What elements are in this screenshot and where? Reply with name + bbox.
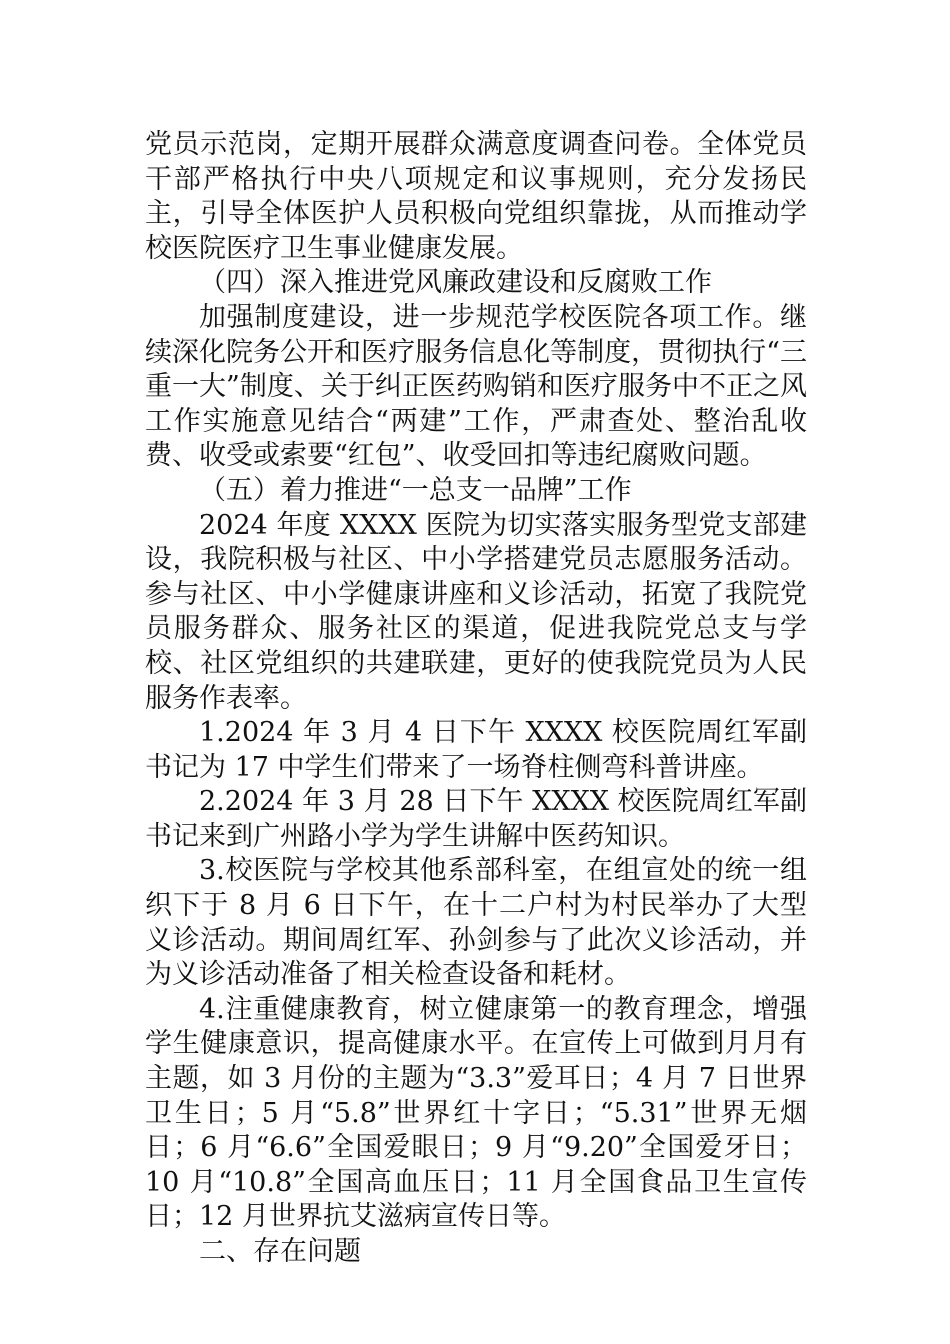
document-body <box>145 128 807 1270</box>
section-heading-four: （四）深入推进党风廉政建设和反腐败工作 <box>199 267 712 299</box>
paragraph-system-building: 加强制度建设，进一步规范学校医院各项工作。继续深化院务公开和医疗服务信息化等制度，贯彻执行“三重一大”制度、关于纠正医药购销和医疗服务中不正之风工作实施意见结合“两建”工作，严肃查处、整治乱收费、收受或索要“红包”、收受回扣等违纪腐败问题。 <box>145 301 807 472</box>
list-item-4: 4.注重健康教育，树立健康第一的教育理念，增强学生健康意识，提高健康水平。在宣传上可做到月月有主题，如 3 月份的主题为“3.3”爱耳日；4 月 7 日世界卫生日；5 月“5.8”世界红十字日；“5.31”世界无烟日；6 月“6.6”全国爱眼日；9 月“9.20”全国爱牙日；10 月“10.8”全国高血压日；11 月全国食品卫生宣传日；12 月世界抗艾滋病宣传日等。 <box>145 993 807 1233</box>
section-heading-problems: 二、存在问题 <box>199 1236 361 1267</box>
list-item-1: 1.2024 年 3 月 4 日下午 XXXX 校医院周红军副书记为 17 中学生们带来了一场脊柱侧弯科普讲座。 <box>145 717 807 783</box>
section-heading-five: （五）着力推进“一总支一品牌”工作 <box>199 474 632 506</box>
list-item-2: 2.2024 年 3 月 28 日下午 XXXX 校医院周红军副书记来到广州路小学为学生讲解中医药知识。 <box>145 786 807 852</box>
paragraph-volunteer-service: 2024 年度 XXXX 医院为切实落实服务型党支部建设，我院积极与社区、中小学搭建党员志愿服务活动。参与社区、中小学健康讲座和义诊活动，拓宽了我院党员服务群众、服务社区的渠道，促进我院党总支与学校、社区党组织的共建联建，更好的使我院党员为人民服务作表率。 <box>145 509 807 714</box>
paragraph-party-demo-post: 党员示范岗，定期开展群众满意度调查问卷。全体党员干部严格执行中央八项规定和议事规则，充分发扬民主，引导全体医护人员积极向党组织靠拢，从而推动学校医院医疗卫生事业健康发展。 <box>145 129 807 264</box>
list-item-3: 3.校医院与学校其他系部科室，在组宣处的统一组织下于 8 月 6 日下午，在十二户村为村民举办了大型义诊活动。期间周红军、孙剑参与了此次义诊活动，并为义诊活动准备了相关检查设备和耗材。 <box>145 855 807 991</box>
